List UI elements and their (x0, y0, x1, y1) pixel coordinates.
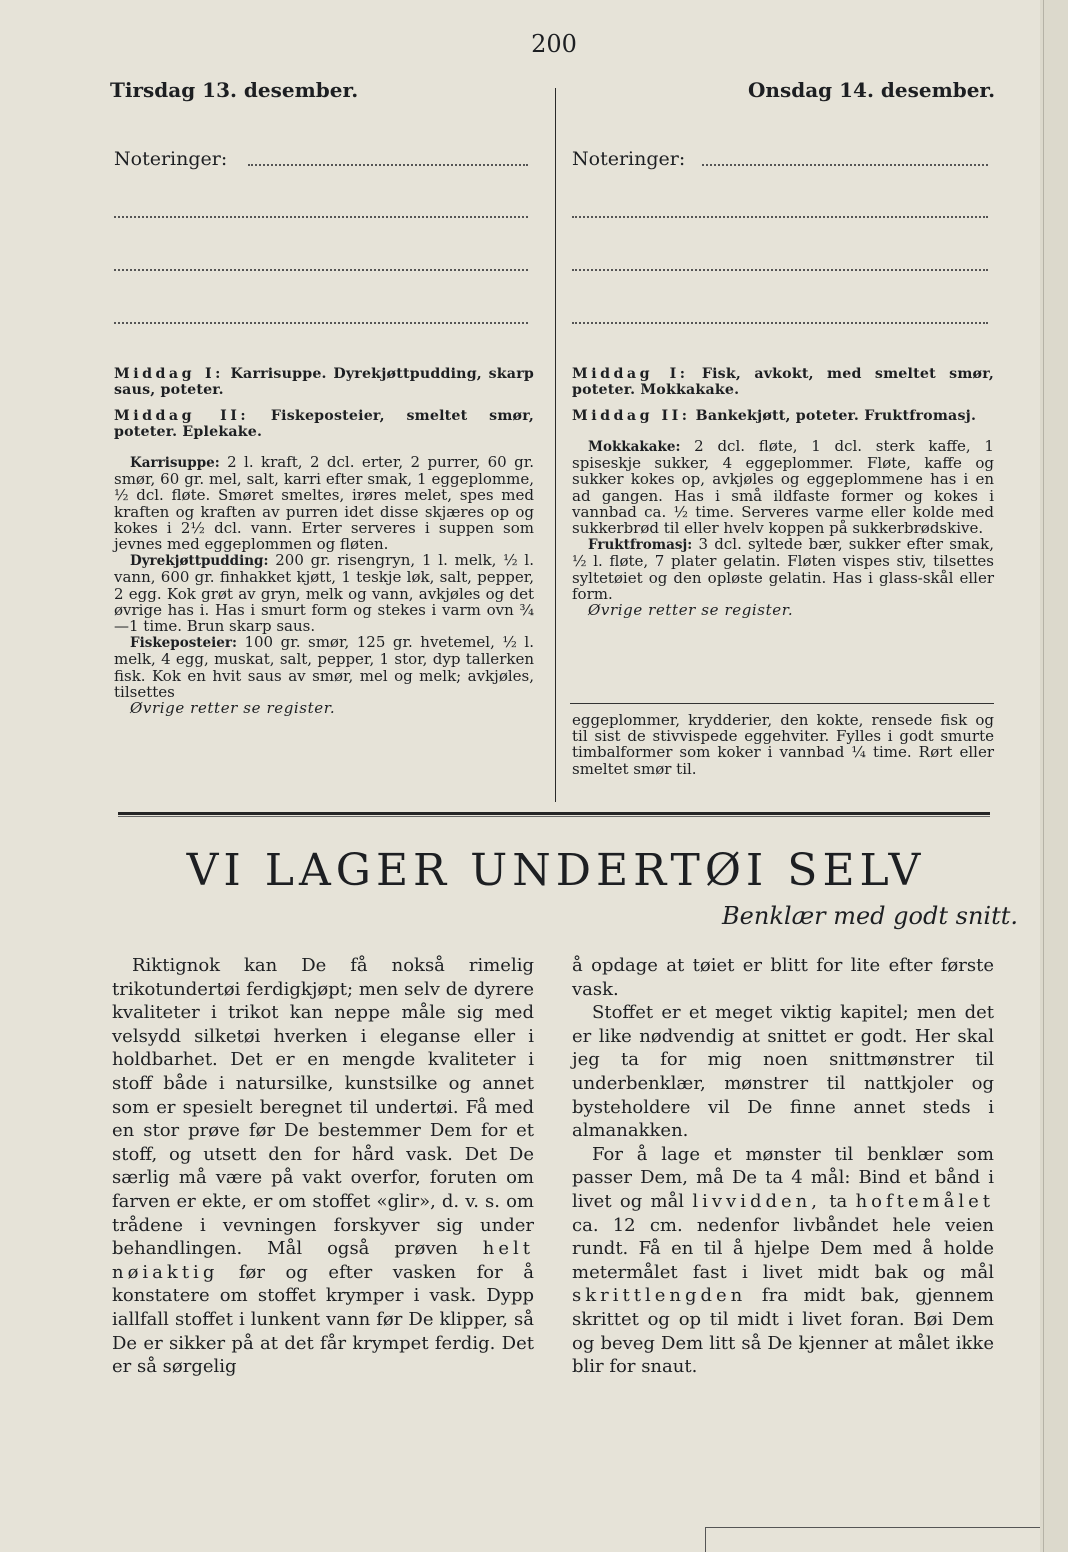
section-rule (118, 812, 990, 815)
left-notes-line (114, 269, 528, 271)
left-notes-line (114, 322, 528, 324)
bottom-edge-tick (705, 1527, 706, 1552)
right-middag-1: Middag I: Fisk, avkokt, med smeltet smør, poteter. Mokkakake. (572, 366, 994, 398)
right-continuation: eggeplommer, krydderier, den kokte, rensede fisk og til sist de stivvispede eggehviter. Fylles i godt smurte timbalformer som koker i vannbad ¼ time. Rørt eller smeltet smør til. (572, 711, 994, 778)
article-paragraph: Riktignok kan De få nokså rimelig trikotundertøi ferdigkjøpt; men selv de dyrere kvaliteter i trikot kan neppe måle sig med velsydd silketøi hverken i eleganse eller i holdbarhet. Det er en mengde kvaliteter i stoff både i natursilke, kunstsilke og annet som er spesielt beregnet til undertøi. Få med en stor prøve før De bestemmer Dem for et stoff, og utsett den for hård vask. Det De særlig må være på vakt overfor, foruten om farven er ekte, er om stoffet «glir», d. v. s. om trådene i vevningen forskyver sig under behandlingen. Mål også prøven helt nøiaktig før og efter vasken for å konstatere om stoffet krymper i vask. Dypp iallfall stoffet i lunkent vann før De klipper, så De er sikker på at det får krympet ferdig. Det er så sørgelig (112, 955, 534, 1378)
page-edge (1040, 0, 1068, 1552)
right-notes-line (572, 322, 988, 324)
right-notes-line (702, 164, 988, 166)
article-paragraph: For å lage et mønster til benklær som passer Dem, må De ta 4 mål: Bind et bånd i livet og mål livvidden, ta hoftemålet ca. 12 cm. nedenfor livbåndet hele veien rundt. Få en til å hjelpe Dem med å holde metermålet fast i livet midt bak og mål skrittlengden fra midt bak, gjennem skrittet og op til midt i livet foran. Bøi Dem og beveg Dem litt så De kjenner at målet ikke blir for snaut. (572, 1143, 994, 1378)
left-other-dishes: Øvrige retter se register. (130, 699, 336, 718)
right-menu-block (572, 366, 994, 618)
section-rule-thin (118, 816, 990, 817)
right-notes-line (572, 216, 988, 218)
right-middag-2: Middag II: Bankekjøtt, poteter. Fruktfromasj. (572, 408, 977, 424)
article-right-column (572, 954, 994, 1379)
article-paragraph: å opdage at tøiet er blitt for lite efter første vask. (572, 955, 994, 1000)
right-recipe-fruktfromasj: Fruktfromasj: 3 dcl. syltede bær, sukker efter smak, ½ l. fløte, 7 plater gelatin. Fløten vispes stiv, tilsettes syltetøiet og den opløste gelatin. Has i glass-skål eller form. (572, 535, 995, 603)
article-title: VI LAGER UNDERTØI SELV (186, 845, 926, 896)
right-recipe-mokkakake: Mokkakake: 2 dcl. fløte, 1 dcl. sterk kaffe, 1 spiseskje sukker, 4 eggeplommer. Fløte, kaffe og sukker kokes op, avkjøles og eggeplommene has i en ad gangen. Has i små ildfaste former og kokes i vannbad ca. ½ time. Serveres varme eller kolde med sukkerbrød til eller hvelv koppen på sukkerbrødskive. (572, 437, 994, 538)
article-subtitle: Benklær med godt snitt. (722, 902, 1018, 930)
left-menu-block (114, 366, 534, 716)
page-number: 200 (531, 30, 577, 58)
left-middag-2: Middag II: Fiskeposteier, smeltet smør, poteter. Eplekake. (114, 408, 534, 440)
left-recipe-fiskeposteier: Fiskeposteier: 100 gr. smør, 125 gr. hvetemel, ½ l. melk, 4 egg, muskat, salt, pepper, 1 stor, dyp tallerken fisk. Kok en hvit saus av smør, mel og melk; avkjøles, tilsettes (114, 633, 534, 701)
left-recipe-dyrekjottpudding: Dyrekjøttpudding: 200 gr. risengryn, 1 l. melk, ½ l. vann, 600 gr. finhakket kjøtt, 1 teskje løk, salt, pepper, 2 egg. Kok grøt av gryn, melk og vann, avkjøles og det øvrige has i. Has i smurt form og stekes i varm ovn ¾—1 time. Brun skarp saus. (114, 551, 534, 636)
right-notes-line (572, 269, 988, 271)
left-notes-label: Noteringer: (114, 148, 228, 170)
continuation-rule (570, 703, 994, 704)
article-left-column (112, 954, 534, 1379)
column-divider (555, 88, 556, 802)
right-other-dishes: Øvrige retter se register. (588, 601, 794, 620)
left-notes-line (248, 164, 528, 166)
left-day-heading: Tirsdag 13. desember. (110, 78, 359, 102)
left-notes-line (114, 216, 528, 218)
right-day-heading: Onsdag 14. desember. (748, 78, 996, 102)
page-edge-line (1043, 0, 1044, 1552)
bottom-edge-line (705, 1527, 1040, 1528)
left-middag-1: Middag I: Karrisuppe. Dyrekjøttpudding, skarp saus, poteter. (114, 366, 534, 398)
left-recipe-karrisuppe: Karrisuppe: 2 l. kraft, 2 dcl. erter, 2 purrer, 60 gr. smør, 60 gr. mel, salt, karri efter smak, 1 eggeplomme, ½ dcl. fløte. Smøret smeltes, irøres melet, spes med kraften og kraften av purren idet disse skjæres op og kokes i 2½ dcl. vann. Erter serveres i suppen som jevnes med eggeplommen og fløten. (114, 453, 534, 554)
article-paragraph: Stoffet er et meget viktig kapitel; men det er like nødvendig at snittet er godt. Her skal jeg ta for mig noen snittmønstrer til underbenklær, mønstrer til nattkjoler og bysteholdere vil De finne annet steds i almanakken. (572, 1002, 994, 1142)
right-notes-label: Noteringer: (572, 148, 686, 170)
